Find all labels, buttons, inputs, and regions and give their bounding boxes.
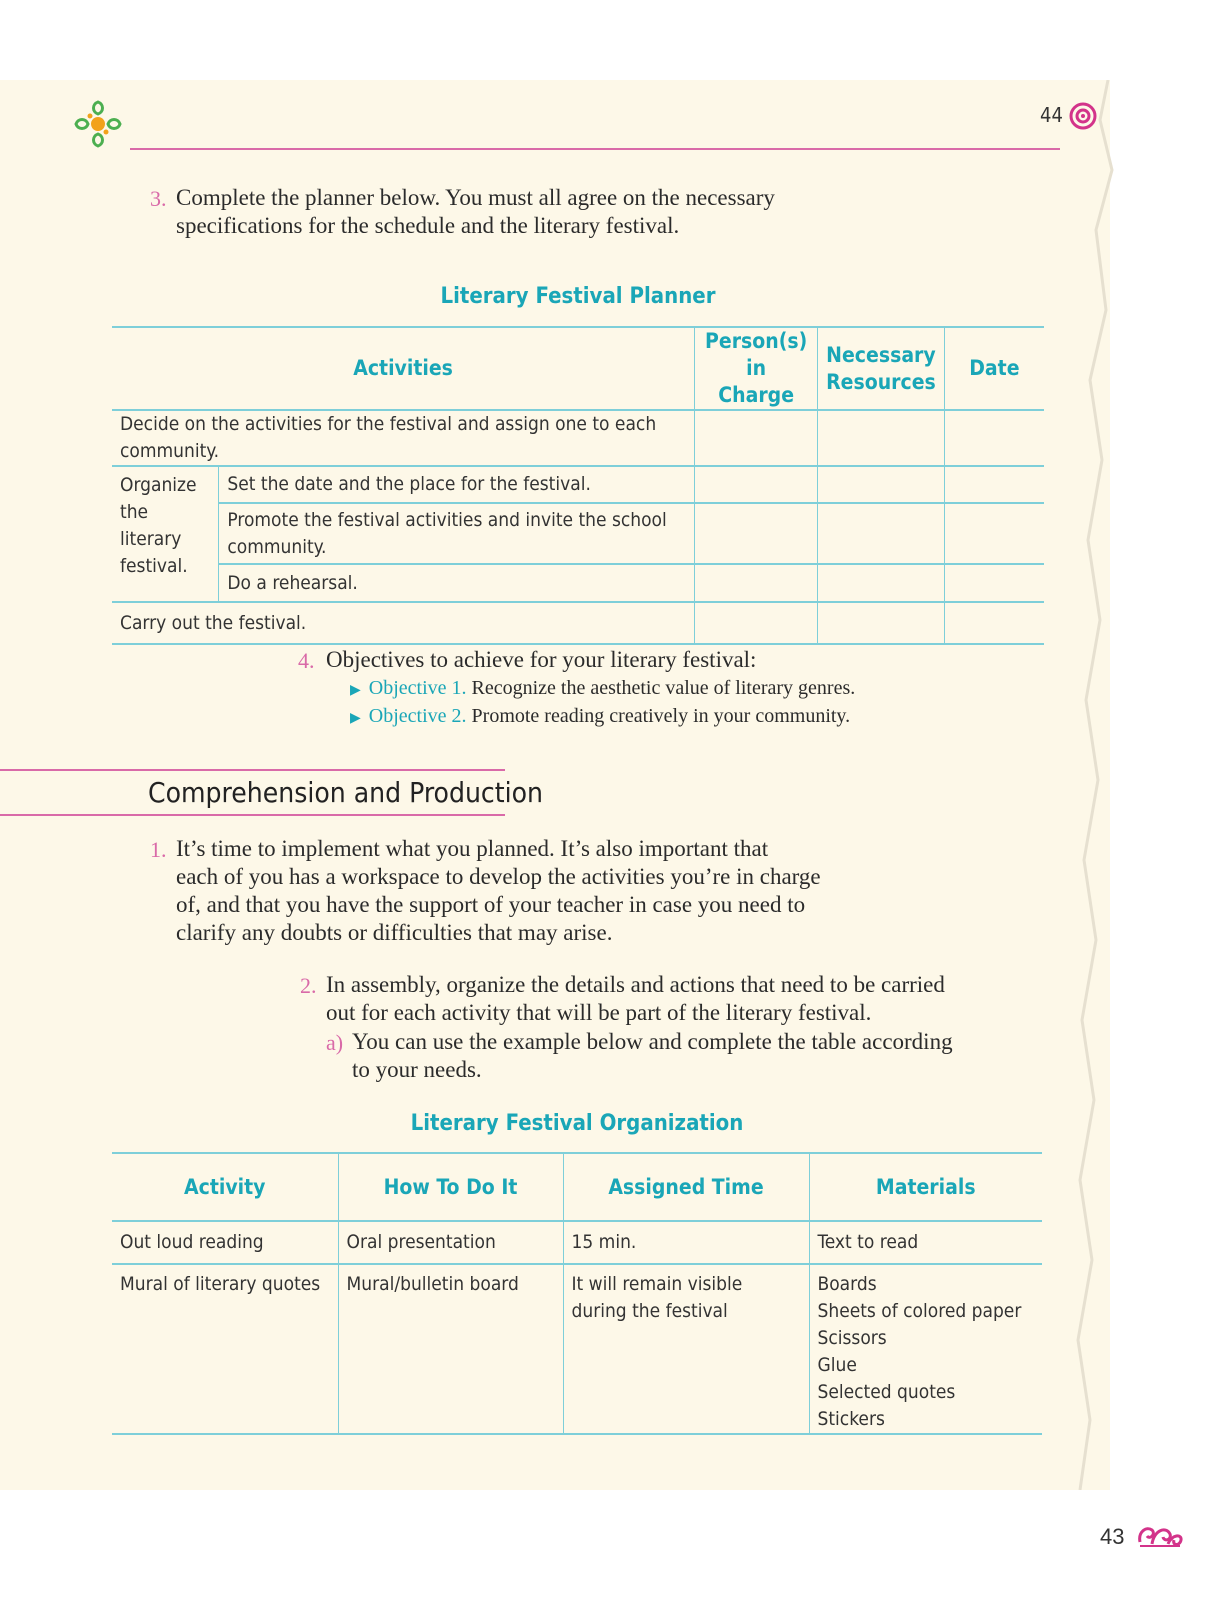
cell-empty[interactable] — [944, 602, 1044, 644]
page-number: 43 — [1100, 1524, 1125, 1549]
cell-empty[interactable] — [818, 466, 945, 503]
cell-materials — [809, 1264, 1042, 1434]
objective-1 — [350, 677, 855, 700]
cell-decide: Decide on the activities for the festival and assign one to each community. — [112, 410, 695, 466]
bullet-triangle-icon: ▶ — [350, 683, 361, 698]
cell-empty[interactable] — [695, 564, 818, 602]
cp1-line4: clarify any doubts or difficulties that may arise. — [176, 920, 613, 945]
cp2-line1: In assembly, organize the details and actions that need to be carried — [326, 972, 945, 997]
organization-title: Literary Festival Organization — [410, 1111, 744, 1136]
step3-text — [176, 184, 775, 240]
objective-1-label: Objective 1. — [368, 677, 467, 699]
material-item: Scissors — [817, 1327, 887, 1349]
table-row — [112, 503, 1044, 564]
flower-logo-icon — [70, 96, 126, 152]
header-resources-line1: Necessary — [826, 342, 936, 367]
material-item: Sheets of colored paper — [817, 1300, 1022, 1322]
cell-activity: Out loud reading — [112, 1221, 338, 1264]
cell-empty[interactable] — [818, 410, 945, 466]
header-persons-line2: Charge — [718, 383, 795, 407]
material-item: Stickers — [817, 1408, 885, 1430]
cp2-text — [326, 971, 945, 1027]
step4-number: 4. — [298, 648, 315, 673]
header-resources-line2: Resources — [826, 369, 936, 394]
material-item: Glue — [817, 1354, 857, 1376]
organize-line1: Organize — [120, 474, 197, 496]
cell-materials: Text to read — [809, 1221, 1042, 1264]
cp1-number: 1. — [150, 837, 167, 862]
cell-empty[interactable] — [695, 602, 818, 644]
cp2-sub-line2: to your needs. — [352, 1057, 482, 1082]
cell-rehearsal: Do a rehearsal. — [219, 564, 695, 602]
cell-empty[interactable] — [818, 503, 945, 564]
planner-title: Literary Festival Planner — [440, 284, 716, 309]
cell-set-date: Set the date and the place for the festival. — [219, 466, 695, 503]
section-title: Comprehension and Production — [148, 776, 544, 809]
table-row — [112, 1221, 1042, 1264]
cell-empty[interactable] — [695, 503, 818, 564]
objective-1-text: Recognize the aesthetic value of literary genres. — [471, 677, 856, 699]
cell-empty[interactable] — [695, 410, 818, 466]
cell-organize — [112, 466, 219, 602]
material-item: Selected quotes — [817, 1381, 956, 1403]
section-rule-bottom — [0, 814, 505, 816]
header-activity: Activity — [112, 1153, 338, 1221]
organize-line3: festival. — [120, 555, 188, 577]
swirl-ornament-icon — [1068, 100, 1098, 132]
table-row — [112, 602, 1044, 644]
cp2-sub-line1: You can use the example below and complete the table according — [352, 1029, 953, 1054]
header-persons — [695, 327, 818, 410]
cell-how: Mural/bulletin board — [338, 1264, 563, 1434]
cell-empty[interactable] — [944, 564, 1044, 602]
header-rule — [130, 148, 1060, 150]
cell-time: 15 min. — [563, 1221, 809, 1264]
time-line2: during the festival — [571, 1300, 728, 1322]
table-row — [112, 466, 1044, 503]
cp2-sub-label: a) — [326, 1030, 344, 1055]
objective-2 — [350, 705, 850, 728]
swirl-ornament-icon — [1136, 1520, 1184, 1550]
cp2-number: 2. — [300, 973, 317, 998]
cell-how: Oral presentation — [338, 1221, 563, 1264]
inner-page-number: 44 — [1040, 103, 1063, 127]
objective-2-label: Objective 2. — [368, 705, 467, 727]
cp1-line1: It’s time to implement what you planned. It’s also important that — [176, 836, 769, 861]
cell-empty[interactable] — [944, 410, 1044, 466]
cp1-text — [176, 835, 821, 947]
cell-empty[interactable] — [818, 564, 945, 602]
header-how: How To Do It — [338, 1153, 563, 1221]
cell-empty[interactable] — [944, 466, 1044, 503]
step3-line2: specifications for the schedule and the literary festival. — [176, 213, 680, 238]
organization-table — [112, 1152, 1042, 1435]
cp1-line3: of, and that you have the support of your teacher in case you need to — [176, 892, 806, 917]
bullet-triangle-icon: ▶ — [350, 711, 361, 726]
header-persons-line1: Person(s) in — [705, 329, 808, 380]
promote-line1: Promote the festival activities and invite the school — [227, 508, 667, 531]
header-resources — [818, 327, 945, 410]
objective-2-text: Promote reading creatively in your community. — [471, 705, 851, 727]
header-activities: Activities — [112, 327, 695, 410]
cp2-line2: out for each activity that will be part of the literary festival. — [326, 1000, 872, 1025]
cp2-sub-text — [352, 1028, 953, 1084]
material-item: Boards — [817, 1273, 877, 1295]
step3-number: 3. — [150, 186, 167, 211]
table-row — [112, 564, 1044, 602]
step4-text: Objectives to achieve for your literary festival: — [326, 647, 757, 672]
time-line1: It will remain visible — [571, 1273, 743, 1295]
cell-empty[interactable] — [695, 466, 818, 503]
cp1-line2: each of you has a workspace to develop the activities you’re in charge — [176, 864, 821, 889]
promote-line2: community. — [227, 535, 327, 558]
cell-empty[interactable] — [818, 602, 945, 644]
section-rule-top — [0, 769, 505, 771]
table-row — [112, 410, 1044, 466]
planner-table — [112, 326, 1044, 645]
cell-time — [563, 1264, 809, 1434]
organization-header-row — [112, 1153, 1042, 1221]
step3-line1: Complete the planner below. You must all agree on the necessary — [176, 185, 775, 210]
header-time: Assigned Time — [563, 1153, 809, 1221]
cell-promote — [219, 503, 695, 564]
cell-carry: Carry out the festival. — [112, 602, 695, 644]
organize-line2: the literary — [120, 501, 182, 550]
header-materials: Materials — [809, 1153, 1042, 1221]
cell-empty[interactable] — [944, 503, 1044, 564]
cell-activity: Mural of literary quotes — [112, 1264, 338, 1434]
table-row — [112, 1264, 1042, 1434]
planner-header-row — [112, 327, 1044, 410]
header-date: Date — [944, 327, 1044, 410]
